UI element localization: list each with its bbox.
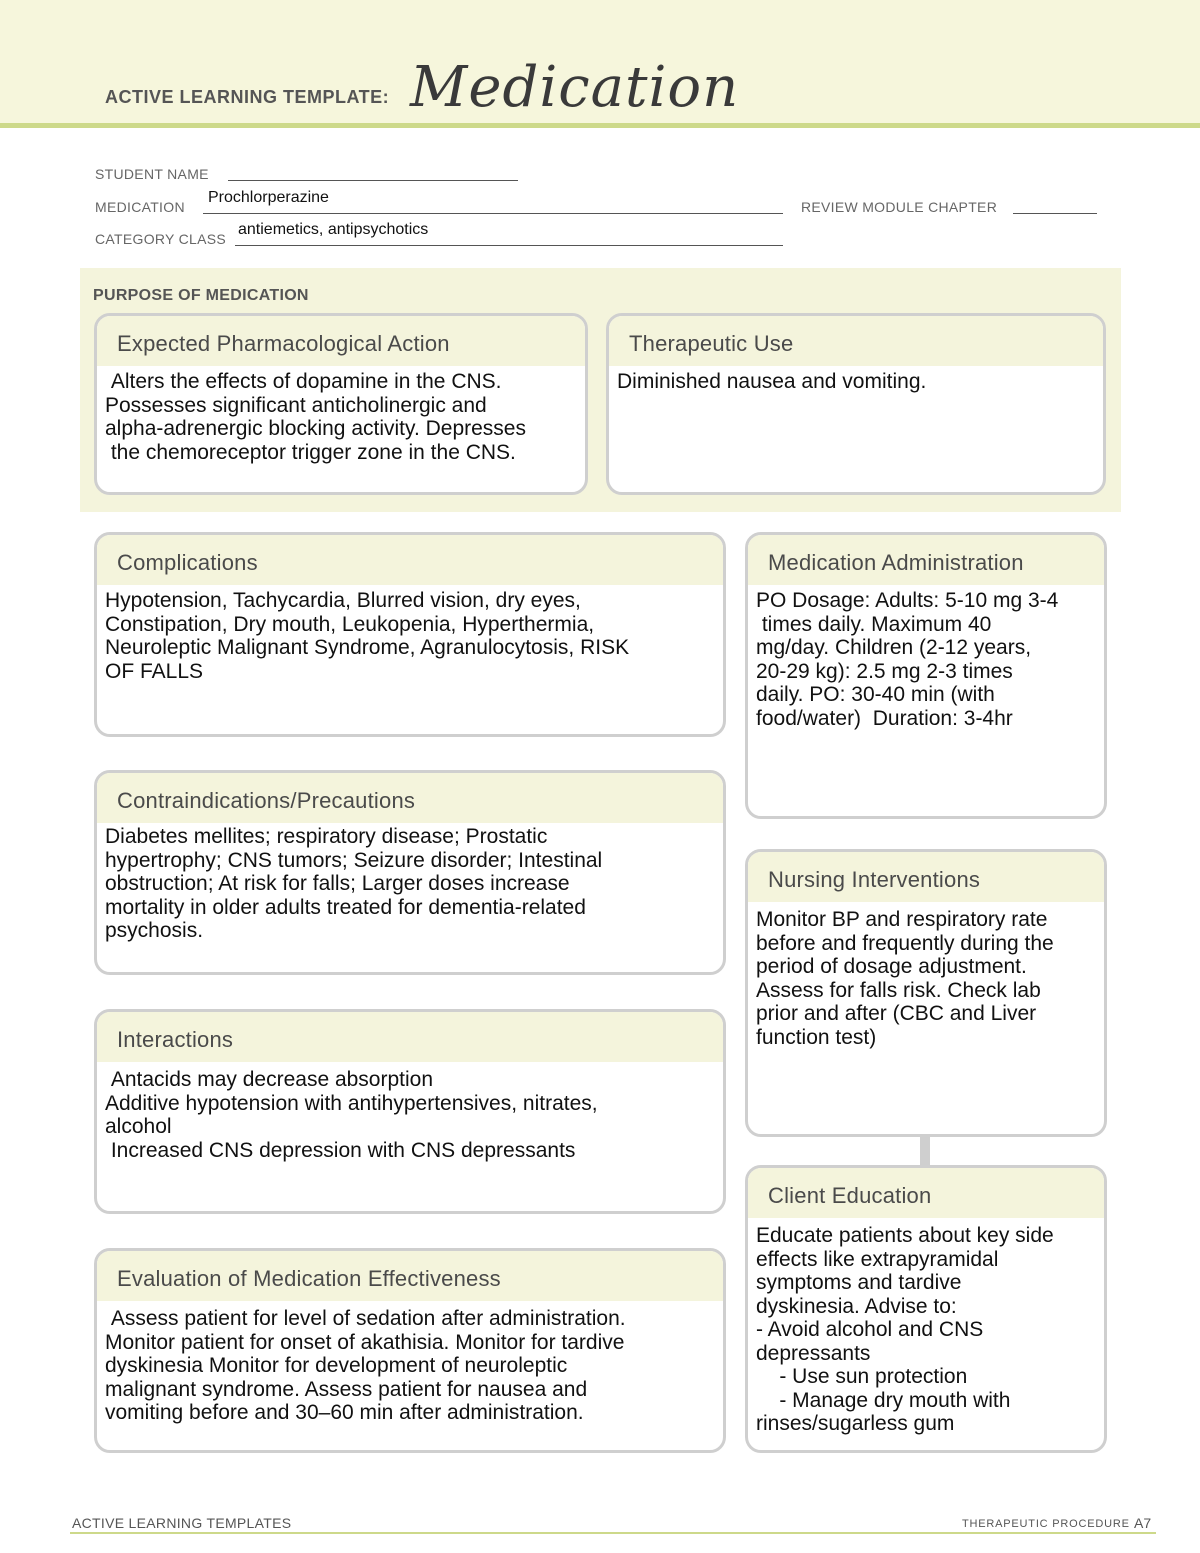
evaluation-body[interactable]: Assess patient for level of sedation after administration. Monitor patient for onset of akathisia. Monitor for tardive dyskinesia Monitor for development of neuroleptic malignant syndrome. Assess patient for nausea and vomiting before and 30–60 min after administration.	[105, 1307, 626, 1424]
student-name-label: STUDENT NAME	[95, 166, 209, 182]
header-divider	[0, 123, 1200, 128]
template-label: ACTIVE LEARNING TEMPLATE:	[105, 87, 390, 107]
footer-left-text: ACTIVE LEARNING TEMPLATES	[72, 1515, 292, 1531]
category-class-field[interactable]: antiemetics, antipsychotics	[238, 221, 429, 238]
review-module-line	[1013, 213, 1097, 214]
client-education-heading: Client Education	[748, 1168, 1104, 1218]
contraindications-body[interactable]: Diabetes mellites; respiratory disease; Prostatic hypertrophy; CNS tumors; Seizure disorder; Intestinal obstruction; At risk for falls; Larger doses increase mortality in older adults treated for dementia-related psychosis.	[105, 825, 603, 942]
medication-line	[203, 213, 783, 214]
therapeutic-use-body[interactable]: Diminished nausea and vomiting.	[617, 370, 927, 393]
purpose-title: PURPOSE OF MEDICATION	[93, 287, 309, 304]
client-education-body[interactable]: Educate patients about key side effects like extrapyramidal symptoms and tardive dyskinesia. Advise to: - Avoid alcohol and CNS depressants - Use sun protection - Manage dry mouth with rinses/sugarless gum	[756, 1224, 1054, 1435]
page-number: A7	[1134, 1515, 1152, 1531]
nursing-interventions-body[interactable]: Monitor BP and respiratory rate before and frequently during the period of dosage adjustment. Assess for falls risk. Check lab prior and after (CBC and Liver function test)	[756, 908, 1054, 1049]
medication-field[interactable]: Prochlorperazine	[208, 189, 329, 206]
evaluation-card	[94, 1248, 726, 1453]
contraindications-card	[94, 770, 726, 975]
medication-administration-body[interactable]: PO Dosage: Adults: 5-10 mg 3-4 times daily. Maximum 40 mg/day. Children (2-12 years, 20-29 kg): 2.5 mg 2-3 times daily. PO: 30-40 min (with food/water) Duration: 3-4hr	[756, 589, 1059, 730]
medication-administration-heading: Medication Administration	[748, 535, 1104, 585]
interactions-body[interactable]: Antacids may decrease absorption Additive hypotension with antihypertensives, nitrates, alcohol Increased CNS depression with CNS depressants	[105, 1068, 598, 1162]
category-class-label: CATEGORY CLASS	[95, 231, 227, 247]
footer-right-text: THERAPEUTIC PROCEDURE	[962, 1518, 1130, 1530]
review-module-label: REVIEW MODULE CHAPTER	[801, 199, 998, 215]
contraindications-heading: Contraindications/Precautions	[97, 773, 723, 823]
complications-body[interactable]: Hypotension, Tachycardia, Blurred vision, dry eyes, Constipation, Dry mouth, Leukopenia, Hyperthermia, Neuroleptic Malignant Syndrome, Agranulocytosis, RISK OF FALLS	[105, 589, 630, 683]
expected-action-card	[94, 313, 588, 495]
nursing-interventions-heading: Nursing Interventions	[748, 852, 1104, 902]
expected-action-heading: Expected Pharmacological Action	[97, 316, 585, 366]
expected-action-body[interactable]: Alters the effects of dopamine in the CNS. Possesses significant anticholinergic and alpha-adrenergic blocking activity. Depresses the chemoreceptor trigger zone in the CNS.	[105, 370, 526, 464]
medication-label: MEDICATION	[95, 199, 185, 215]
complications-heading: Complications	[97, 535, 723, 585]
evaluation-heading: Evaluation of Medication Effectiveness	[97, 1251, 723, 1301]
student-name-line	[228, 180, 518, 181]
therapeutic-use-heading: Therapeutic Use	[609, 316, 1103, 366]
footer-divider	[70, 1532, 1156, 1534]
page-title: Medication	[410, 55, 740, 120]
section-connector	[920, 1136, 930, 1166]
client-education-card	[745, 1165, 1107, 1453]
interactions-card	[94, 1009, 726, 1214]
complications-card	[94, 532, 726, 737]
category-class-line	[235, 245, 783, 246]
therapeutic-use-card	[606, 313, 1106, 495]
nursing-interventions-card	[745, 849, 1107, 1137]
medication-administration-card	[745, 532, 1107, 819]
interactions-heading: Interactions	[97, 1012, 723, 1062]
